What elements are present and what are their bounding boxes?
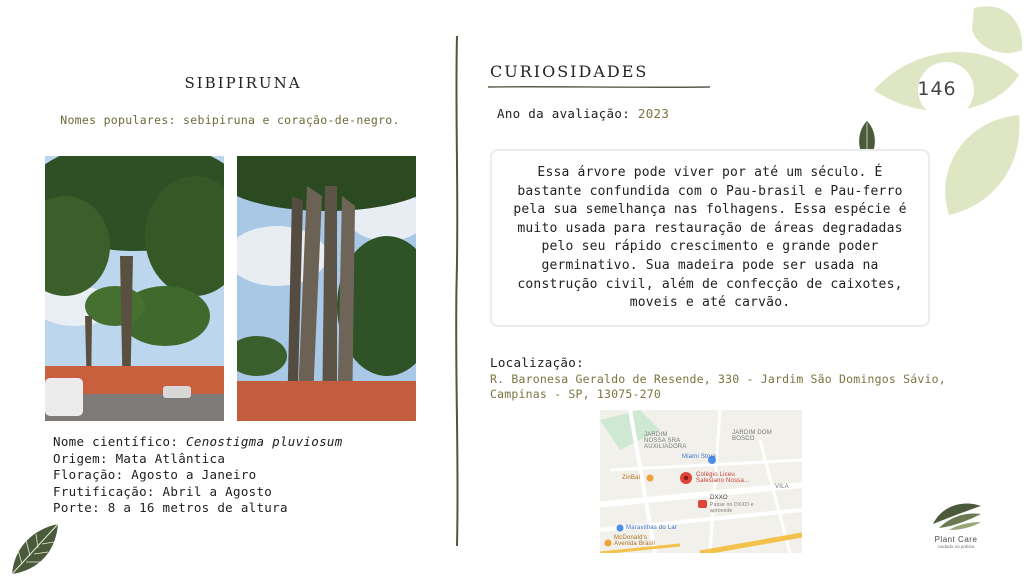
map-label-colegio: Colégio Liceu Salesiano Nossa... [696,472,750,484]
logo-leaves-icon [929,500,983,530]
fruiting: Frutificação: Abril a Agosto [53,483,273,499]
scientific-name-label: Nome científico: [53,434,187,449]
year-label: Ano da avaliação: [497,106,638,121]
location-address: R. Baronesa Geraldo de Resende, 330 - Jardim São Domingos Sávio, Campinas - SP, 13075-270 [490,372,946,401]
size: Porte: 8 a 16 metros de altura [53,500,288,516]
map-label-mcdonalds: McDonald's Avenida Brasil [614,535,656,547]
plant-care-logo [920,500,992,556]
location-label: Localização: [490,355,584,370]
logo-name: Plant Care [934,535,978,544]
scientific-name: Cenostigma pluviosum [186,434,343,449]
evaluation-year [497,106,669,121]
map-label-vila: VILA [775,484,789,490]
map-label-dxxo-sub: Passe no DXXO e aproveite [710,502,754,514]
scientific-name-row [53,434,343,451]
species-info [53,434,343,517]
tree-photo-2 [237,156,416,421]
leaf-icon [6,520,62,576]
vertical-divider [454,36,460,546]
origin: Origem: Mata Atlântica [53,450,226,466]
map-label-zinbal: ZinBal [622,475,641,481]
location-map[interactable] [600,410,802,553]
logo-tagline: cuidado na prática [937,544,975,549]
year-value: 2023 [637,106,670,121]
map-label-miami-store: Miami Store [682,454,717,460]
map-label-maravilhas: Maravilhas do Lar [626,525,678,531]
title-underline [488,84,710,90]
page-number: 146 [917,78,957,100]
curiosities-text: Essa árvore pode viver por até um século. É bastante confundida com o Pau-brasil e Pau-ferro pela sua semelhança nas folhagens. Essa espécie é muito usada para restauração de áreas degradadas pelo seu rápido crescimento e grande poder germinativo. Sua madeira pode ser usada na construção civil, além de confecção de caixotes, moveis e até carvão. [513,165,907,311]
flowering: Floração: Agosto a Janeiro [53,467,257,483]
tree-photo-1 [45,156,224,421]
popular-names: Nomes populares: sebipiruna e coração-de-negro. [60,113,400,127]
map-label-auxiliadora: JARDIM NOSSA SRA AUXILIADORA [644,432,687,450]
species-title: SIBIPIRUNA [184,74,302,92]
map-label-dom-bosco: JARDIM DOM BOSCO [732,430,772,442]
curiosities-title: CURIOSIDADES [490,62,649,81]
map-label-dxxo: DXXO [710,495,728,501]
